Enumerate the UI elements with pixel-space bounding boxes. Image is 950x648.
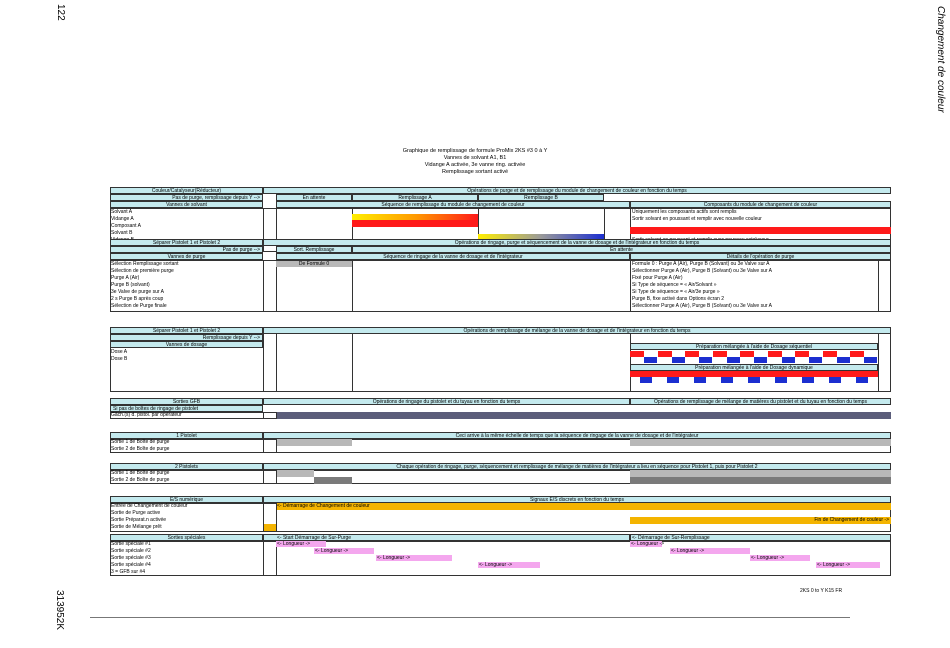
grid-line — [263, 470, 264, 484]
sec6-left-title: 2 Pistolets — [110, 463, 263, 470]
sec5-main-title: Ceci arrive à la même échelle de temps que la séquence de ringage de la vanne de dosage et de l'intégrateur — [263, 432, 891, 439]
sec3-seq-label: Préparation mélangée à l'aide de Dosage séquentiel — [630, 343, 878, 350]
sec2-note-1: Sélectionner Purge A (Air), Purge B (Solvant) ou 3e Valve sur A — [632, 268, 772, 274]
length-label-1: <- Longueur -> — [315, 548, 349, 554]
grid-line — [263, 412, 264, 419]
seq-dose-a-mark — [740, 351, 754, 357]
grid-line — [276, 439, 277, 453]
sec1-col-fill-a: Remplissage A — [352, 194, 478, 201]
sec2-main-title: Opérations de ringage, purge et séquencement de la vanne de dosage et de l'intégrateur en fonction du temps — [263, 239, 891, 246]
sec1-row2-left: Pas de purge, remplissage depuis Y --> — [110, 194, 263, 201]
header-line-2: Vannes de solvant A1, B1 — [443, 155, 507, 161]
mix-ready-bar — [263, 524, 276, 531]
sec8-mid-title: <- Start Démarrage de Sur-Purge — [263, 534, 630, 541]
seq-dose-b-mark — [782, 357, 795, 363]
grid-line — [263, 260, 264, 312]
sec2-label-2: Purge A (Air) — [111, 275, 140, 281]
grid-line — [276, 503, 277, 532]
sec8-label-2: Sortie spéciale #3 — [111, 555, 151, 561]
dyn-dose-b-mark — [640, 377, 652, 383]
sec2-detail-title: Détails de l'opération de purge — [630, 253, 891, 260]
sec2-note-3: Si Type de séquence = « Air/Solvant » — [632, 282, 717, 288]
sec3-left-title: Séparer Pistolet 1 et Pistolet 2 — [110, 327, 263, 334]
seq-dose-b-mark — [837, 357, 850, 363]
sec2-label-4: 3e Valve de purge sur A — [111, 289, 164, 295]
header-line-1: Graphique de remplissage de formule ProMix 2KS #3 0 à Y — [402, 148, 548, 154]
sec3-label-1: Dose B — [111, 356, 128, 362]
sec2-row2-left: Pas de purge --> — [110, 246, 263, 253]
sec4-row3-left: Gâch.(s) d. pistol. par opérateur — [111, 412, 182, 418]
sec1-label-2: Composant A — [111, 223, 142, 229]
dyn-dose-b-mark — [694, 377, 706, 383]
header-line-3: Vidange A activée, 3e vanne ring. activée — [424, 162, 526, 168]
dyn-dose-b-mark — [856, 377, 868, 383]
sec2-note-5: Purge B, fixe activé dans Options écran 2 — [632, 296, 724, 302]
sec1-col-wait: En attente — [276, 194, 352, 201]
sec1-seq-title: Séquence de remplissage du module de changement de couleur — [276, 201, 630, 208]
sec3-row2-left: Remplissage depuis Y --> — [110, 334, 263, 341]
grid-line — [263, 334, 264, 392]
header-line-4: Remplissage sortant activé — [441, 169, 509, 175]
seq-dose-a-mark — [795, 351, 809, 357]
sec5-purge-bar-1 — [276, 439, 352, 446]
seq-dose-b-mark — [809, 357, 822, 363]
seq-dose-a-mark — [685, 351, 699, 357]
sec2-label-3: Purge B (solvant) — [111, 282, 150, 288]
length-label-5: <- Longueur -> — [671, 548, 705, 554]
sec4-mid-title: Opérations de ringage du pistolet et du tuyau en fonction du temps — [263, 398, 630, 405]
length-label-3: <- Longueur -> — [479, 562, 513, 568]
sec6-fill-gun2 — [630, 477, 891, 484]
dyn-dose-b-mark — [721, 377, 733, 383]
grid-line — [263, 541, 264, 576]
sec8-label-1: Sortie spéciale #2 — [111, 548, 151, 554]
grid-line — [276, 260, 277, 312]
sec1-note-0: Uniquement les composants actifs sont remplis — [632, 209, 737, 215]
fill-chart — [110, 187, 891, 595]
sec2-left-title: Séparer Pistolet 1 et Pistolet 2 — [110, 239, 263, 246]
sec2-body — [110, 260, 891, 312]
dyn-dose-b-mark — [829, 377, 841, 383]
grid-line — [276, 334, 277, 392]
sec2-label-1: Sélection de première purge — [111, 268, 174, 274]
sec1-label-3: Solvant B — [111, 230, 133, 236]
seq-dose-a-mark — [713, 351, 727, 357]
grid-line — [263, 439, 264, 453]
sec1-left-title: Couleur/Catalyseur(Réducteur) — [110, 187, 263, 194]
sec7-label-1: Sortie de Purge active — [111, 510, 161, 516]
sec2-label-6: Sélection de Purge finale — [111, 303, 167, 309]
sec8-right-title: <- Démarrage de Sur-Remplissage — [630, 534, 891, 541]
sec6-gun2-bar — [314, 477, 352, 484]
cc-start-label: <- Démarrage de Changement de couleur — [277, 503, 370, 509]
sec1-note-1: Sortir solvant en poussant et remplir avec nouvelle couleur — [632, 216, 762, 222]
sec2-col-wait: En attente — [352, 246, 891, 253]
sec3-main-title: Opérations de remplissage de mélange de la vanne de dosage et de l'intégrateur en fonction du temps — [263, 327, 891, 334]
dyn-dose-b-mark — [802, 377, 814, 383]
footer-ref: 2KS 0 to Y K15 FR — [800, 588, 843, 594]
sec4-left-title: Sorties GFB — [110, 398, 263, 405]
bottom-rule — [90, 617, 850, 618]
sec7-main-title: Signaux E/S discrets en fonction du temps — [263, 496, 891, 503]
seq-dose-a-mark — [658, 351, 672, 357]
sec5-label-1: Sortie 2 de Boîte de purge — [111, 446, 170, 452]
seq-dose-a-mark — [823, 351, 837, 357]
formula-badge: De Formule 0 — [298, 261, 330, 267]
side-title: Changement de couleur — [935, 6, 946, 113]
length-label-7: <- Longueur -> — [817, 562, 851, 568]
sec2-label-0: Sélection Remplissage sortant — [111, 261, 179, 267]
length-label-0: <- Longueur -> — [277, 541, 311, 547]
grid-line — [878, 260, 879, 312]
sec2-seq-title: Séquence de ringage de la vanne de dosage et de l'intégrateur — [276, 253, 630, 260]
length-label-6: <- Longueur -> — [751, 555, 785, 561]
seq-dose-b-mark — [644, 357, 657, 363]
sec6-label-0: Sortie 1 de Boîte de purge — [111, 470, 170, 476]
sec1-label-1: Vidange A — [111, 216, 134, 222]
seq-dose-a-mark — [850, 351, 864, 357]
sec1-label-0: Solvant A — [111, 209, 133, 215]
sec7-left-title: E/S numérique — [110, 496, 263, 503]
sec6-fill-gun1 — [630, 470, 891, 477]
grid-line — [878, 334, 879, 392]
sec5-left-title: 1 Pistolet — [110, 432, 263, 439]
sec4-right-title: Opérations de remplissage de mélange de matières du pistolet et du tuyau en fonction du temps — [630, 398, 891, 405]
sec4-row2-left: Si pas de boîtes de ringage de pistolet — [110, 405, 263, 412]
seq-dose-b-mark — [864, 357, 877, 363]
sec1-main-title: Opérations de purge et de remplissage du module de changement de couleur en fonction du temps — [263, 187, 891, 194]
sec7-label-3: Sortie de Mélange prêt — [111, 524, 162, 530]
seq-dose-a-mark — [768, 351, 782, 357]
sec6-main-title: Chaque opération de ringage, purge, séquencement et remplissage de mélange de matières de l'intégrateur a lieu en séquence pour Pistolet 1, puis pour Pistolet 2 — [263, 463, 891, 470]
grid-line — [276, 470, 277, 484]
sec5-label-0: Sortie 1 de Boîte de purge — [111, 439, 170, 445]
grid-line — [276, 412, 277, 419]
sec8-label-0: Sortie spéciale #1 — [111, 541, 151, 547]
sec5-purge-bar-2 — [630, 439, 891, 446]
sec6-label-1: Sortie 2 de Boîte de purge — [111, 477, 170, 483]
dyn-dose-b-mark — [748, 377, 760, 383]
sec2-label-5: 2 s Purge B après coup — [111, 296, 164, 302]
gun-trigger-bar-2 — [630, 412, 891, 419]
sec2-valves-title: Vannes de purge — [110, 253, 263, 260]
sec3-label-0: Dose A — [111, 349, 128, 355]
sec2-note-6: Sélectionner Purge A (Air), Purge B (Solvant) ou 3e Valve sur A — [632, 303, 772, 309]
sec2-note-0: Formule 0 : Purge A (Air), Purge B (Solvant) ou 3e Valve sur A — [632, 261, 770, 267]
sec2-note-4: Si Type de séquence = « Air/3e purge » — [632, 289, 720, 295]
sec8-label-4: 3 = GFB sur #4 — [111, 569, 146, 575]
gun-trigger-bar-1 — [276, 412, 630, 419]
dyn-dose-b-mark — [667, 377, 679, 383]
seq-dose-b-mark — [672, 357, 685, 363]
sec8-left-title: Sorties spéciales — [110, 534, 263, 541]
length-label-2: <- Longueur -> — [377, 555, 411, 561]
sec3-valves-title: Vannes de dosage — [110, 341, 263, 348]
seq-dose-b-mark — [754, 357, 767, 363]
doc-code: 313952K — [54, 590, 65, 631]
grid-line — [352, 260, 353, 312]
sec8-label-3: Sortie spéciale #4 — [111, 562, 151, 568]
sec1-comp-title: Composants du module de changement de couleur — [630, 201, 891, 208]
sec3-dyn-label: Préparation mélangée à l'aide de Dosage dynamique — [630, 364, 878, 371]
length-label-4: <- Longueur -> — [631, 541, 665, 547]
seq-dose-b-mark — [727, 357, 740, 363]
sec1-col-fill-b: Remplissage B — [478, 194, 604, 201]
grid-line — [263, 503, 264, 532]
sec1-valves-title: Vannes de solvant — [110, 201, 263, 208]
dyn-dose-b-mark — [775, 377, 787, 383]
sec6-gun1-bar — [276, 470, 314, 477]
seq-dose-a-mark — [630, 351, 644, 357]
seq-dose-b-mark — [699, 357, 712, 363]
sec2-note-2: Fixé pour Purge A (Air) — [632, 275, 683, 281]
composant-a-bar — [352, 220, 478, 227]
comp-red-bar — [630, 227, 891, 234]
sec7-label-2: Sortie Préparat.n activée — [111, 517, 167, 523]
sec7-label-0: Entrée de Changement de couleur — [111, 503, 188, 509]
sec2-col-sort: Sort. Remplissage — [276, 246, 352, 253]
cc-end-label: Fin de Changement de couleur -> — [814, 517, 889, 523]
page-number: 122 — [55, 4, 66, 21]
grid-line — [352, 334, 353, 392]
